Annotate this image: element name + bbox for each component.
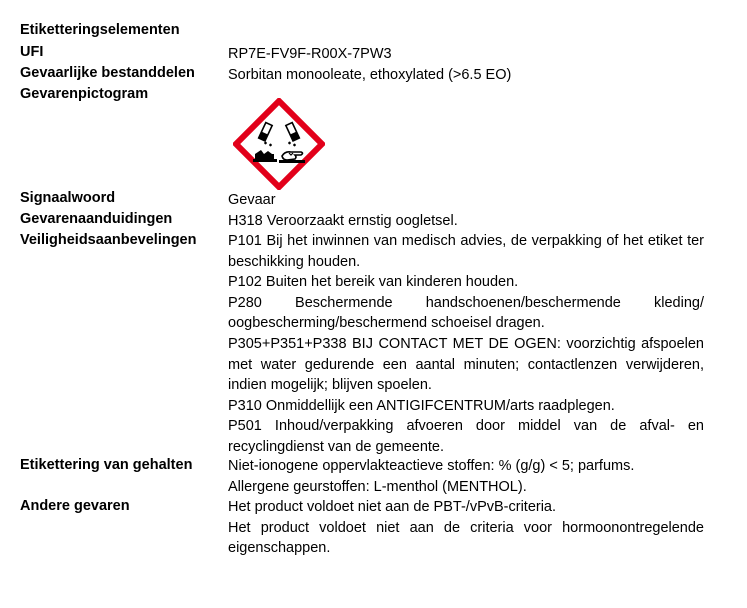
precautionary-statements (228, 231, 704, 458)
pictogram-label: Gevarenpictogram (20, 86, 149, 102)
other-hazards-line: Het product voldoet niet aan de PBT-/vPvB-criteria. (228, 499, 557, 515)
other-hazards-line: Het product voldoet niet aan de criteria voor hormoonontregelende eigenschappen. (228, 519, 704, 557)
hazard-statements-value: H318 Veroorzaakt ernstig oogletsel. (228, 213, 458, 229)
signal-word-label: Signaalwoord (20, 190, 116, 206)
p101-statement: P101 Bij het inwinnen van medisch advies, de verpakking of het etiket ter beschikking houden. (228, 233, 704, 270)
p280-statement: P280 Beschermende handschoenen/beschermende kleding/ oogbescherming/beschermend schoeisel dragen. (228, 294, 704, 332)
hazardous-components-label: Gevaarlijke bestanddelen (20, 65, 195, 81)
p305-statement: P305+P351+P338 BIJ CONTACT MET DE OGEN: voorzichtig afspoelen met water gedurende een aantal minuten; contactlenzen verwijderen, indien mogelijk; blijven spoelen. (228, 335, 704, 394)
ufi-value: RP7E-FV9F-R00X-7PW3 (228, 46, 392, 62)
content-labelling-line: Niet-ionogene oppervlakteactieve stoffen: % (g/g) < 5; parfums. (228, 458, 635, 474)
p102-statement: P102 Buiten het bereik van kinderen houden. (228, 274, 519, 291)
content-labelling-line: Allergene geurstoffen: L-menthol (MENTHOL). (228, 478, 527, 495)
signal-word-value: Gevaar (228, 192, 276, 208)
p310-statement: P310 Onmiddellijk een ANTIGIFCENTRUM/arts raadplegen. (228, 397, 615, 414)
ghs05-corrosion-icon (233, 98, 325, 190)
section-heading: Etiketteringselementen (20, 22, 180, 38)
ufi-label: UFI (20, 44, 44, 60)
p501-statement: P501 Inhoud/verpakking afvoeren door middel van de afval- en recyclingdienst van de gemeente. (228, 418, 704, 455)
other-hazards-label: Andere gevaren (20, 498, 130, 514)
content-labelling-label: Etikettering van gehalten (20, 457, 193, 473)
content-labelling-value (228, 456, 704, 497)
hazardous-components-value: Sorbitan monooleate, ethoxylated (>6.5 EO) (228, 67, 512, 83)
hazard-statements-label: Gevarenaanduidingen (20, 211, 173, 227)
precautionary-label: Veiligheidsaanbevelingen (20, 232, 197, 248)
other-hazards-value (228, 497, 704, 559)
